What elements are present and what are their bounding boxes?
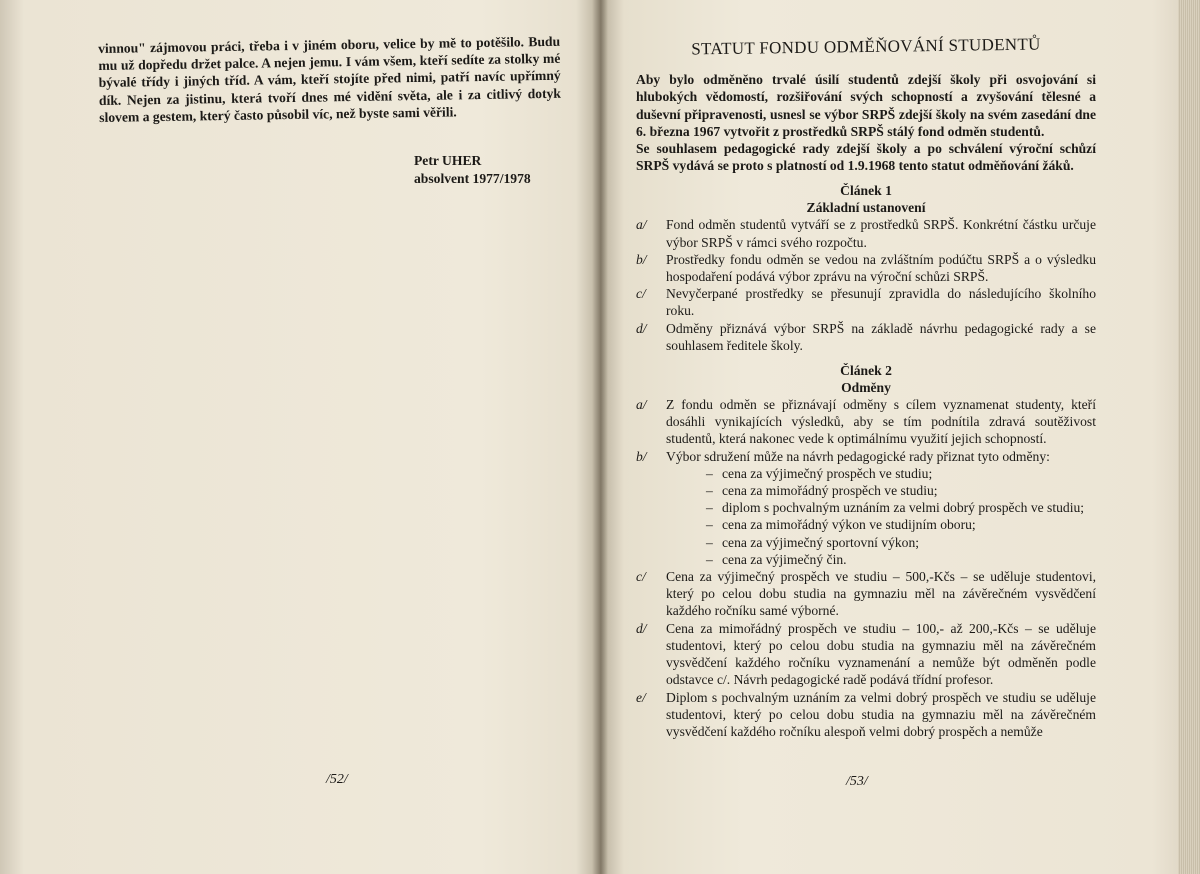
item-text: Fond odměn studentů vytváří se z prostředků SRPŠ. Konkrétní částku určuje výbor SRPŠ v rámci svého rozpočtu.	[666, 217, 1096, 250]
closing-paragraph	[98, 33, 561, 126]
item-text: Prostředky fondu odměn se vedou na zvláštním podúčtu SRPŠ a o výsledku hospodaření podává výbor zprávu na výroční schůzi SRPŠ.	[666, 251, 1096, 285]
sublist-item: – cena za výjimečný prospěch ve studiu;	[706, 465, 1096, 482]
item-text: Diplom s pochvalným uznáním za velmi dobrý prospěch ve studiu se uděluje studentovi, který po celou dobu studia na gymnaziu měl na závěrečném vysvědčení každého ročníku alespoň velmi dobrý prospěch a nemůže	[666, 689, 1096, 739]
item-text: Nevyčerpané prostředky se přesunují zpravidla do následujícího školního roku.	[666, 286, 1096, 319]
item-marker: e/	[636, 689, 646, 705]
item-text: Cena za výjimečný prospěch ve studiu – 500,-Kčs – se uděluje studentovi, který po celou dobu studia na gymnaziu měl na závěrečném vysvědčení každého ročníku samé výborné.	[666, 569, 1096, 619]
signature-role: absolvent 1977/1978	[414, 170, 531, 186]
article-1-title: Základní ustanovení	[806, 200, 926, 216]
sublist-item: – cena za výjimečný sportovní výkon;	[706, 534, 1096, 551]
awards-sublist	[666, 465, 1096, 568]
signature-name: Petr UHER	[414, 153, 482, 168]
sublist-item-text: cena za výjimečný sportovní výkon;	[722, 534, 920, 550]
list-item	[636, 320, 1096, 354]
item-text: Cena za mimořádný prospěch ve studiu – 100,- až 200,-Kčs – se uděluje studentovi, který po celou dobu studia na gymnaziu měl na závěrečném vysvědčení každého ročníku vyznamenání a nemůže být odměněn podle odstavce c/. Návrh pedagogické radě podává třídní profesor.	[666, 620, 1096, 688]
article-2-number: Článek 2	[840, 363, 892, 379]
sublist-item-text: cena za mimořádný výkon ve studijním oboru;	[722, 517, 976, 533]
article-2-items	[636, 396, 1096, 740]
sublist-item-text: cena za výjimečný prospěch ve studiu;	[722, 465, 933, 481]
article-1-heading	[636, 182, 1096, 216]
intro-paragraph-1: Aby bylo odměněno trvalé úsilí studentů zdejší školy při osvojování si hlubokých vědomostí, rozšiřování svých schopností a zvyšování tělesné a duševní připravenosti, usnesl se výbor SRPŠ zdejší školy na svém zasedání dne 6. března 1967 vytvořit z prostředků SRPŠ stálý fond odměn studentů.	[636, 72, 1096, 139]
sublist-item: – diplom s pochvalným uznáním za velmi dobrý prospěch ve studiu;	[706, 499, 1096, 516]
article-1-items	[636, 216, 1096, 354]
intro	[636, 71, 1096, 174]
intro-paragraph-2: Se souhlasem pedagogické rady zdejší školy a po schválení výroční schůzí SRPŠ vydává se proto s platností od 1.9.1968 tento statut odměňování žáků.	[636, 141, 1096, 174]
signature	[414, 152, 531, 187]
list-item	[636, 448, 1096, 568]
item-text: Odměny přiznává výbor SRPŠ na základě návrhu pedagogické rady a se souhlasem ředitele školy.	[666, 320, 1096, 353]
item-marker: a/	[636, 397, 647, 413]
sublist-item-text: cena za mimořádný prospěch ve studiu;	[722, 483, 938, 499]
list-item	[636, 285, 1096, 319]
sublist-item: – cena za mimořádný prospěch ve studiu;	[706, 482, 1096, 499]
sublist-item: – cena za výjimečný čin.	[706, 551, 1096, 568]
item-text: Z fondu odměn se přiznávají odměny s cílem vyznamenat studenty, kteří dosáhli vynikajících výsledků, aby se tím podnítila zdravá soutěživost studentů, která nakonec vede k optimálnímu využití jejich schopností.	[666, 397, 1096, 447]
sublist-item-text: diplom s pochvalným uznáním za velmi dobrý prospěch ve studiu;	[722, 500, 1085, 516]
sublist-item: – cena za mimořádný výkon ve studijním oboru;	[706, 516, 1096, 533]
item-marker: c/	[636, 286, 646, 302]
statute-content	[636, 34, 1096, 740]
right-page	[602, 0, 1200, 874]
item-text-block	[666, 448, 1096, 568]
item-marker: c/	[636, 569, 646, 585]
list-item	[636, 620, 1096, 689]
list-item	[636, 568, 1096, 620]
item-text: Výbor sdružení může na návrh pedagogické rady přiznat tyto odměny:	[666, 448, 1050, 464]
item-marker: d/	[636, 320, 647, 336]
item-marker: d/	[636, 620, 647, 636]
article-2-heading	[636, 362, 1096, 396]
list-item	[636, 251, 1096, 285]
sublist-item-text: cena za výjimečný čin.	[722, 551, 847, 567]
item-marker: a/	[636, 217, 647, 233]
article-1-number: Článek 1	[840, 183, 892, 199]
list-item	[636, 689, 1096, 741]
page-number-left: /52/	[326, 772, 348, 787]
paragraph-text: vinnou" zájmovou práci, třeba i v jiném oboru, velice by mě to potěšilo. Budu mu už dopředu držet palce. A nejen jemu. I vám všem, kteří sedíte za stolky mé bývalé třídy i jiných tříd. A vám, kteří stojíte před nimi, patří navíc upřímný dík. Nejen za jistinu, která tvoří dnes mé vidění světa, ale i za citlivý dotyk slovem a gestem, který často působil víc, než byste sami věřili.	[98, 33, 562, 125]
item-marker: b/	[636, 448, 647, 464]
page-edge-stack	[1178, 0, 1200, 874]
left-page	[0, 0, 598, 874]
item-marker: b/	[636, 251, 647, 267]
page-number-right: /53/	[846, 774, 868, 789]
page-title: STATUT FONDU ODMĚŇOVÁNÍ STUDENTŮ	[691, 34, 1041, 59]
article-2-title: Odměny	[841, 380, 891, 396]
list-item	[636, 216, 1096, 250]
list-item	[636, 396, 1096, 448]
